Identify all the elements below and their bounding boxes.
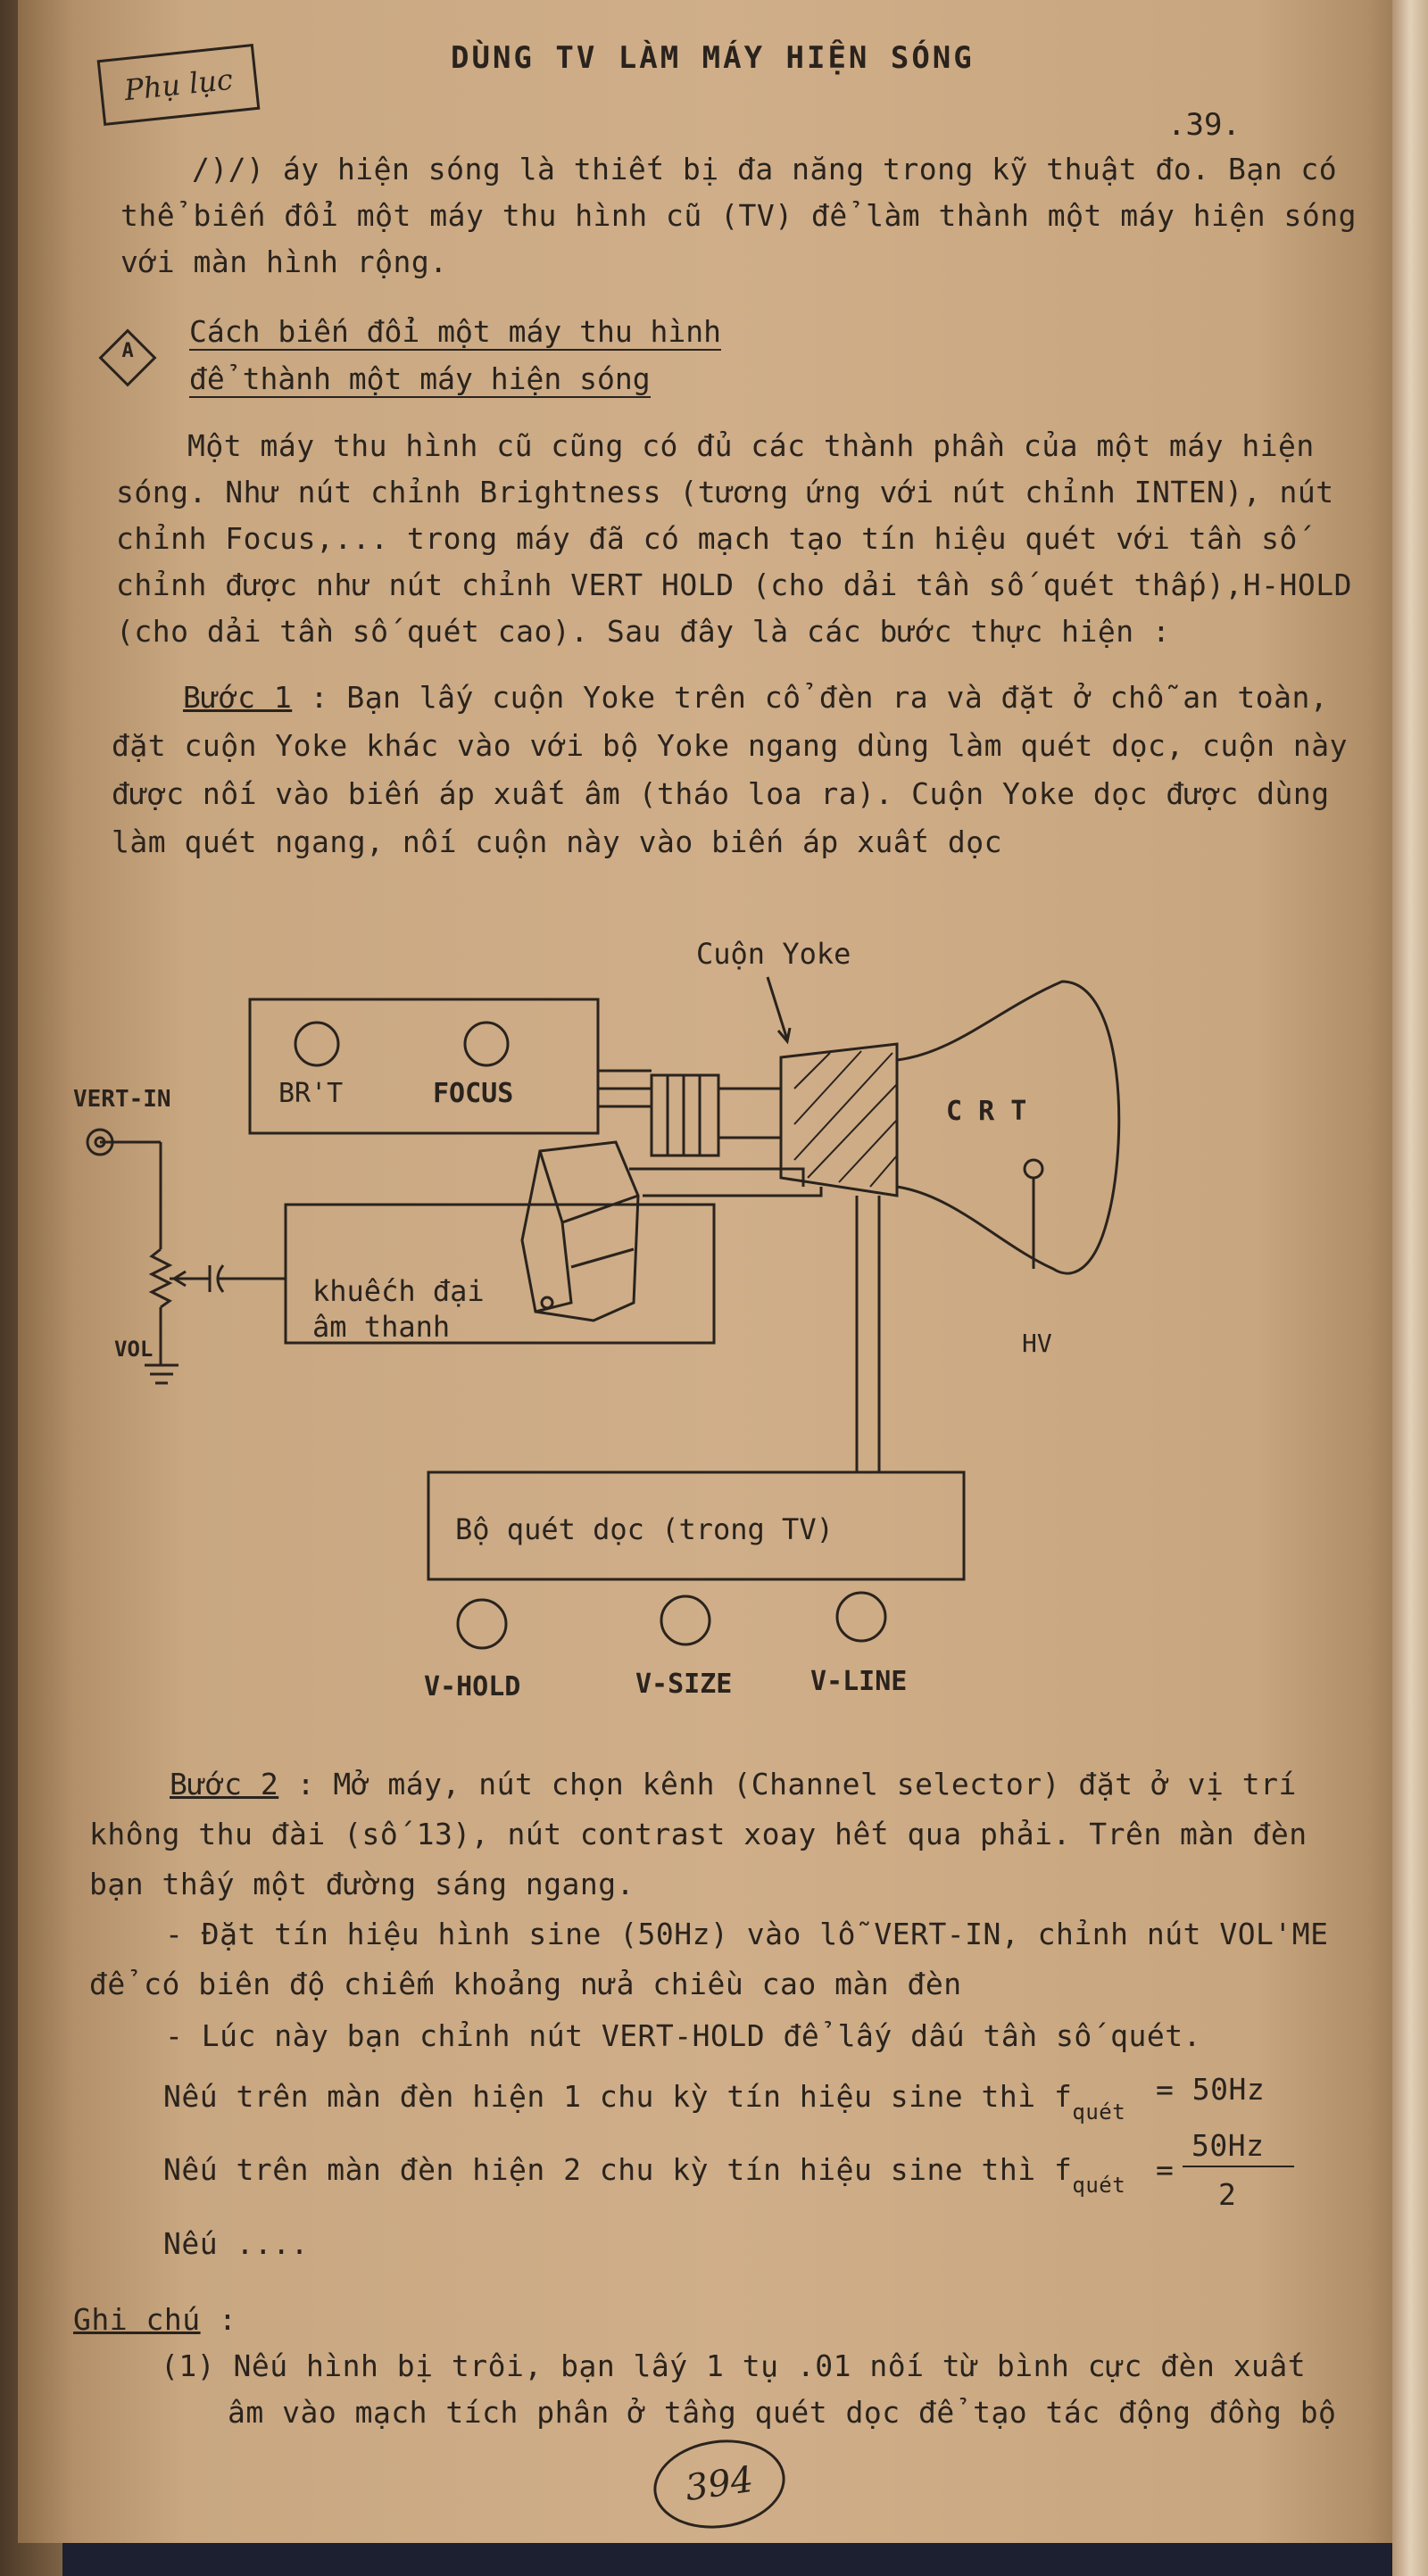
page-title: DÙNG TV LÀM MÁY HIỆN SÓNG — [451, 40, 975, 76]
v-size-knob — [661, 1596, 710, 1644]
v-line-knob — [837, 1593, 885, 1641]
step2-line-3: bạn thấy một đường sáng ngang. — [89, 1867, 635, 1901]
amp-label-2: âm thanh — [312, 1310, 451, 1344]
intro-line-2: thể biến đổi một máy thu hình cũ (TV) để làm thành một máy hiện sóng — [120, 198, 1357, 233]
fraction-bar — [1183, 2166, 1294, 2167]
body-line-5: (cho dải tần số quét cao). Sau đây là các bước thực hiện : — [116, 614, 1171, 649]
body-line-3: chỉnh Focus,... trong máy đã có mạch tạo tín hiệu quét với tần số — [116, 521, 1298, 556]
step2-line-1: Bước 2 : Mở máy, nút chọn kênh (Channel selector) đặt ở vị trí — [170, 1767, 1297, 1802]
body-line-4: chỉnh được như nút chỉnh VERT HOLD (cho dải tần số quét thấp),H-HOLD — [116, 567, 1353, 602]
vol-label: VOL — [114, 1337, 154, 1362]
step2-label: Bước 2 — [170, 1767, 279, 1802]
step1-line-1: Bước 1 : Bạn lấy cuộn Yoke trên cổ đèn ra và đặt ở chỗ an toàn, — [183, 680, 1329, 715]
appendix-label: Phụ lục — [97, 44, 261, 126]
vsweep-label: Bộ quét dọc (trong TV) — [455, 1512, 834, 1546]
v-line-label: V-LINE — [810, 1666, 908, 1697]
freq-eq-2: = — [1156, 2152, 1175, 2187]
body-line-1: Một máy thu hình cũ cũng có đủ các thành phần của một máy hiện — [187, 428, 1315, 463]
section-a-mark: A — [98, 328, 156, 386]
intro-line-1: /)/) áy hiện sóng là thiết bị đa năng trong kỹ thuật đo. Bạn có — [192, 152, 1338, 186]
freq-eq-2-num: 50Hz — [1191, 2128, 1265, 2163]
output-transformer — [522, 1142, 638, 1321]
hv-label: HV — [1022, 1329, 1052, 1358]
vol-potentiometer — [152, 1249, 170, 1307]
step2-line-6: - Lúc này bạn chỉnh nút VERT-HOLD để lấy dấu tần số quét. — [165, 2018, 1201, 2053]
brt-label: BR'T — [278, 1078, 344, 1109]
step1-line-2: đặt cuộn Yoke khác vào với bộ Yoke ngang dùng làm quét dọc, cuộn này — [112, 728, 1349, 763]
notes-label: Ghi chú — [73, 2302, 201, 2337]
page-number: .39. — [1167, 107, 1241, 143]
v-hold-knob — [458, 1600, 506, 1648]
step2-line-7: Nếu trên màn đèn hiện 1 chu kỳ tín hiệu sine thì $f_{quét}$ — [163, 2079, 1126, 2125]
step1-line-4: làm quét ngang, nối cuộn này vào biến áp xuất dọc — [112, 824, 1003, 859]
note-1-line-2: âm vào mạch tích phân ở tầng quét dọc để tạo tác động đồng bộ — [228, 2395, 1337, 2430]
control-panel-box — [250, 999, 598, 1133]
vert-in-label: VERT-IN — [73, 1086, 171, 1113]
step2-line-4: - Đặt tín hiệu hình sine (50Hz) vào lỗ VERT-IN, chỉnh nút VOL'ME — [165, 1917, 1329, 1951]
page-edges — [1392, 0, 1428, 2576]
section-a-title-1: Cách biến đổi một máy thu hình — [189, 314, 722, 349]
focus-knob — [465, 1023, 508, 1065]
step1-line-3: được nối vào biến áp xuất âm (tháo loa ra). Cuộn Yoke dọc được dùng — [112, 776, 1330, 811]
step2-line-9: Nếu .... — [163, 2226, 309, 2261]
v-hold-label: V-HOLD — [424, 1671, 521, 1702]
focus-label: FOCUS — [433, 1078, 514, 1109]
v-size-label: V-SIZE — [635, 1669, 733, 1700]
step1-label: Bước 1 — [183, 680, 293, 715]
brt-knob — [295, 1023, 338, 1065]
intro-line-3: với màn hình rộng. — [120, 244, 448, 279]
notes-heading: Ghi chú : — [73, 2302, 237, 2337]
amp-label-1: khuếch đại — [312, 1274, 485, 1308]
step2-line-8: Nếu trên màn đèn hiện 2 chu kỳ tín hiệu sine thì $f_{quét}$ — [163, 2152, 1126, 2198]
yoke-label: Cuộn Yoke — [696, 937, 851, 971]
crt-bulb — [897, 982, 1119, 1273]
crt-label: C R T — [946, 1096, 1027, 1127]
section-a-title-2: để thành một máy hiện sóng — [189, 361, 651, 396]
freq-eq-2-den: 2 — [1218, 2177, 1237, 2212]
body-line-2: sóng. Như nút chỉnh Brightness (tương ứng với nút chỉnh INTEN), nút — [116, 475, 1334, 509]
step2-line-2: không thu đài (số 13), nút contrast xoay hết qua phải. Trên màn đèn — [89, 1817, 1308, 1851]
hv-anode — [1025, 1160, 1042, 1178]
tv-oscilloscope-diagram — [54, 928, 1151, 1713]
step2-line-5: để có biên độ chiếm khoảng nửa chiều cao màn đèn — [89, 1967, 962, 2001]
freq-eq-1: = 50Hz — [1156, 2072, 1266, 2107]
handwritten-page-stamp: 394 — [648, 2431, 791, 2537]
note-1-line-1: (1) Nếu hình bị trôi, bạn lấy 1 tụ .01 nối từ bình cực đèn xuất — [161, 2348, 1307, 2383]
